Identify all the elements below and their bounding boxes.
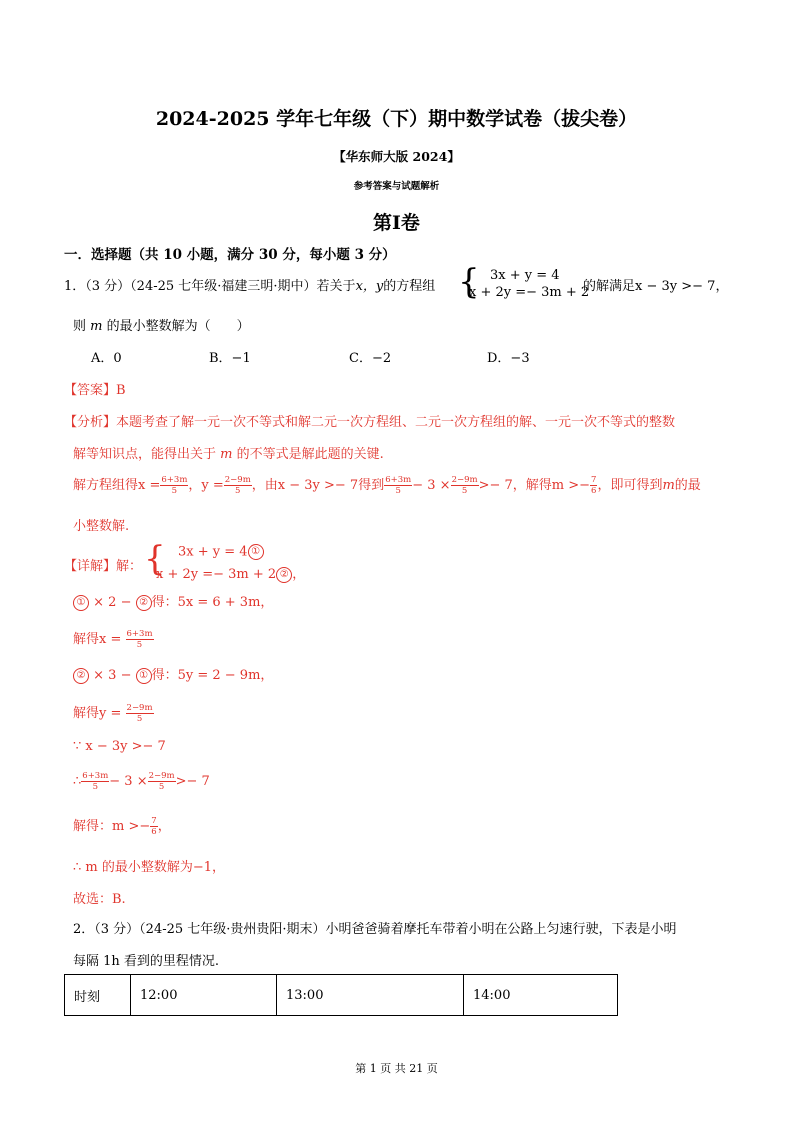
q1-a3-t5: ，即可得到: [597, 478, 663, 493]
frac-denominator: 6: [591, 486, 597, 496]
q1-stem-line2: [73, 315, 250, 334]
q1-a3-frac-y: [224, 475, 252, 496]
step4-frac: [126, 703, 154, 724]
q1-analysis-line4: 小整数解.: [73, 519, 130, 534]
frac-denominator: 5: [235, 486, 241, 496]
circled-two: ②: [276, 567, 292, 583]
step3-result: 得：5y = 2 − 9m，: [151, 668, 274, 683]
q1-a3-t1: 解方程组得: [73, 478, 139, 493]
q1-a3-x-eq: x =: [138, 478, 161, 493]
q1-stem-mid: 的方程组: [383, 279, 436, 294]
circled-one: ①: [248, 544, 264, 560]
q1-option-d: D．−3: [487, 351, 530, 366]
q1-stem-vars: x，y: [355, 279, 384, 294]
step6-frac1: [81, 771, 109, 792]
q1-detail-label: 【详解】解：: [64, 559, 143, 574]
q2-line1: 2．（3 分）（24-25 七年级·贵州贵阳·期末）小明爸爸骑着摩托车带着小明在公路上匀速行驶，下表是小明: [73, 922, 677, 937]
step4-label: 解得: [73, 706, 100, 721]
q1-detail-brace: {: [144, 539, 166, 579]
frac-numerator: 2−9m: [126, 703, 153, 713]
step7-frac: [150, 816, 157, 837]
q1-stem-line1: [64, 275, 435, 294]
circled-one: ①: [136, 668, 152, 684]
q1-detail-step5: ∵ x − 3y >− 7: [73, 739, 166, 754]
frac-numerator: 7: [151, 816, 157, 826]
frac-numerator: 6+3m: [385, 475, 412, 485]
frac-numerator: 7: [591, 475, 597, 485]
q1-option-a: A．0: [91, 351, 122, 366]
step6-therefore: ∴: [73, 774, 82, 789]
frac-denominator: 5: [158, 782, 165, 792]
frac-numerator: 6+3m: [161, 475, 188, 485]
table-row: [65, 975, 618, 1016]
step3-op: × 3 −: [93, 668, 132, 683]
q1-stem-prefix: 1．（3 分）（24-25 七年级·福建三明·期中）若关于: [64, 279, 356, 294]
q1-system-brace: {: [458, 262, 480, 302]
q1-a3-t3: 得到: [358, 478, 385, 493]
q1-a3-gt: >− 7，: [478, 478, 526, 493]
q1-detail-tail: ，: [292, 567, 306, 582]
step6-mid: − 3 ×: [109, 774, 148, 789]
q1-a3-t2: ，由: [251, 478, 278, 493]
answer-note: 参考答案与试题解析: [353, 181, 440, 192]
frac-denominator: 5: [92, 782, 98, 792]
q1-analysis-var-m: m: [220, 447, 233, 462]
q1-detail-step7: [73, 815, 171, 837]
frac-denominator: 5: [461, 486, 468, 496]
step2-x: x =: [99, 632, 122, 647]
frac-numerator: 6+3m: [126, 629, 153, 639]
q1-a3-frac-x: [160, 475, 188, 496]
frac-numerator: 2−9m: [148, 771, 175, 781]
step2-frac: [126, 629, 154, 650]
step6-end: >− 7: [175, 774, 210, 789]
frac-denominator: 5: [171, 486, 178, 496]
q1-a3-m-gt: m >−: [551, 478, 591, 493]
section-heading: 一．选择题（共 10 小题，满分 30 分，每小题 3 分）: [64, 247, 396, 263]
circled-two: ②: [136, 595, 152, 611]
q1-a3-mid: − 3 ×: [412, 478, 451, 493]
q1-detail-step3: [73, 664, 273, 684]
q1-a3-t6: 的最: [674, 478, 701, 493]
q1-analysis-line2-b: 的不等式是解此题的关键.: [236, 447, 384, 462]
q1-detail-eq1-text: 3x + y = 4: [178, 544, 248, 560]
q1-a3-frac-4: [451, 475, 479, 496]
frac-denominator: 6: [151, 827, 157, 837]
page-footer: 第 1 页 共 21 页: [355, 1062, 438, 1075]
q1-analysis-line3: [73, 474, 701, 496]
circled-one: ①: [73, 595, 89, 611]
q1-analysis-line1: 【分析】本题考查了解一元一次不等式和解二元一次方程组、二元一次方程组的解、一元一次不等式的整数: [64, 415, 676, 430]
q2-line2: 每隔 1h 看到的里程情况.: [73, 954, 220, 969]
document-title: 2024-2025 学年七年级（下）期中数学试卷（拔尖卷）: [155, 108, 638, 130]
step7-label: 解得：: [73, 819, 113, 834]
q2-mileage-table: [64, 974, 618, 1016]
q1-detail-eq1: [178, 544, 264, 560]
q1-detail-step6: [73, 771, 210, 792]
q1-analysis-line2-a: 解等知识点，能得出关于: [73, 447, 217, 462]
step1-result: 得：5x = 6 + 3m，: [151, 595, 274, 610]
q1-a3-cond: x − 3y >− 7: [277, 478, 359, 493]
frac-denominator: 5: [395, 486, 401, 496]
q1-a3-frac-3: [384, 475, 412, 496]
q1-stem-var-m: m: [90, 319, 103, 334]
step1-op: × 2 −: [93, 595, 132, 610]
step6-frac2: [148, 771, 176, 792]
step7-end: ，: [157, 819, 171, 834]
frac-denominator: 5: [136, 714, 143, 724]
q1-detail-step1: [73, 591, 273, 611]
q1-option-c: C．−2: [349, 351, 392, 366]
table-cell: 13:00: [277, 975, 464, 1016]
q1-detail-step2: [73, 628, 154, 650]
table-cell: 12:00: [131, 975, 277, 1016]
q1-a3-m: m: [662, 478, 675, 493]
q1-option-b: B．−1: [209, 351, 251, 366]
q1-a3-t4: 解得: [525, 478, 552, 493]
q1-detail-step9: 故选：B.: [73, 892, 126, 907]
q1-stem-condition: x − 3y >− 7，: [635, 279, 729, 294]
frac-numerator: 2−9m: [224, 475, 251, 485]
table-cell: 14:00: [464, 975, 618, 1016]
q1-analysis-line2: [73, 443, 384, 462]
q1-detail-eq2: [156, 563, 305, 583]
frac-numerator: 6+3m: [82, 771, 109, 781]
step4-y: y =: [99, 706, 122, 721]
q1-stem-line2-b: 的最小整数解为（ ）: [106, 319, 250, 334]
volume-heading: 第Ⅰ卷: [373, 212, 420, 234]
q1-a3-y-eq: y =: [201, 478, 224, 493]
q1-system-eq2: x + 2y =− 3m + 2: [469, 285, 590, 300]
table-header-cell: 时刻: [65, 975, 131, 1016]
q1-detail-step8: ∴ m 的最小整数解为−1，: [73, 860, 226, 875]
q1-detail-eq2-text: x + 2y =− 3m + 2: [156, 567, 277, 582]
q1-stem-suffix: [583, 275, 728, 294]
frac-denominator: 5: [136, 640, 143, 650]
edition-label: 【华东师大版 2024】: [333, 149, 460, 164]
q1-a3-sep: ，: [188, 478, 202, 493]
step2-label: 解得: [73, 632, 100, 647]
q1-answer: 【答案】B: [64, 383, 126, 398]
frac-numerator: 2−9m: [451, 475, 478, 485]
circled-two: ②: [73, 668, 89, 684]
q1-detail-step4: [73, 702, 154, 724]
q1-stem-suffix-text: 的解满足: [583, 279, 636, 294]
q1-stem-line2-a: 则: [73, 319, 87, 334]
q1-system-eq1: 3x + y = 4: [490, 268, 560, 283]
step7-m: m >−: [112, 819, 151, 834]
